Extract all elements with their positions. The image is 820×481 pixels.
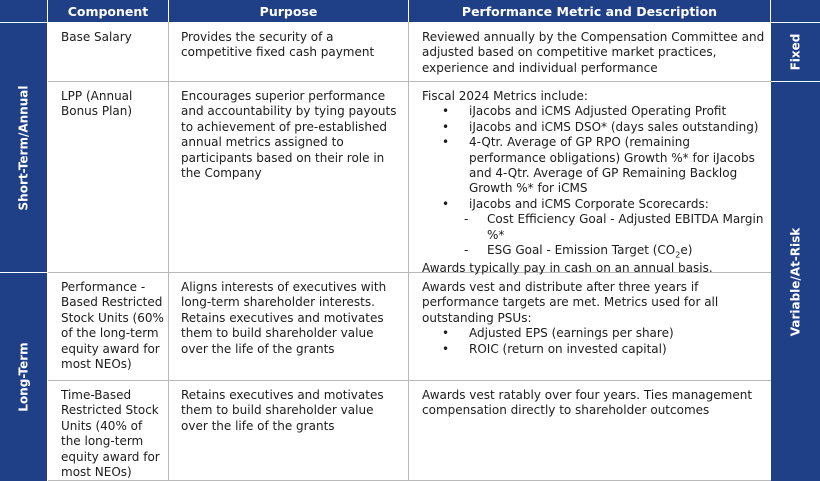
list-item: • iJacobs and iCMS DSO* (days sales outstanding) — [422, 120, 770, 135]
lpp-metric-outro: Awards typically pay in cash on an annual basis. — [422, 261, 713, 276]
base-salary-metric: Reviewed annually by the Compensation Committee and adjusted based on competitive market practices, experience and individual performance — [422, 30, 765, 75]
side-label-fixed — [771, 23, 820, 81]
list-item: • iJacobs and iCMS Corporate Scorecards: — [422, 197, 770, 212]
sub-list-item — [414, 243, 770, 258]
side-label-long-term — [0, 273, 47, 481]
side-label-long-term-text: Long-Term — [16, 342, 31, 412]
list-item: • 4-Qtr. Average of GP RPO (remaining performance obligations) Growth %* for iJacobs and 4-Qtr. Average of GP Remaining Backlog Growth %* for iCMS — [422, 135, 770, 197]
lpp-metric-intro: Fiscal 2024 Metrics include: — [422, 89, 588, 103]
psu-purpose: Aligns interests of executives with long-term shareholder interests. Retains executives and motivates them to build shareholder value over the life of the grants — [181, 280, 387, 356]
side-label-variable — [771, 82, 820, 481]
co2-subscript: 2 — [675, 250, 681, 260]
psu-component: Performance -Based Restricted Stock Units (60% of the long-term equity award for most NEOs) — [61, 280, 164, 372]
emission-target-suffix: e) — [680, 243, 693, 258]
rule — [408, 22, 409, 481]
list-item: • iJacobs and iCMS Adjusted Operating Profit — [422, 104, 770, 119]
lpp-metric — [422, 89, 770, 277]
rsu-purpose: Retains executives and motivates them to build shareholder value over the life of the grants — [181, 388, 384, 433]
psu-metric — [422, 280, 769, 357]
base-salary-purpose: Provides the security of a competitive fixed cash payment — [181, 30, 375, 60]
side-label-fixed-text: Fixed — [788, 33, 803, 71]
rsu-metric: Awards vest ratably over four years. Ties management compensation directly to shareholder outcomes — [422, 388, 753, 418]
side-label-short-term-text: Short-Term/Annual — [16, 85, 31, 210]
base-salary-component: Base Salary — [61, 30, 132, 44]
header-corner — [0, 0, 47, 22]
rule — [168, 22, 169, 481]
emission-target-text: ESG Goal - Emission Target (CO — [487, 243, 676, 258]
rule — [48, 81, 771, 82]
lpp-metric-list — [422, 104, 770, 258]
header-metric: Performance Metric and Description — [409, 0, 770, 22]
header-purpose: Purpose — [169, 0, 408, 22]
side-label-short-term — [0, 23, 47, 272]
header-corner-right — [771, 0, 820, 22]
rsu-component: Time-Based Restricted Stock Units (40% of the long-term equity award for most NEOs) — [61, 388, 160, 480]
rule — [48, 380, 771, 381]
lpp-purpose: Encourages superior performance and accountability by tying payouts to achievement of pre-established annual metrics assigned to participants based on their role in the Company — [181, 89, 397, 181]
psu-metric-intro: Awards vest and distribute after three years if performance targets are met. Metrics used for all outstanding PSUs: — [422, 280, 719, 325]
list-item: • ROIC (return on invested capital) — [422, 342, 769, 357]
psu-metric-list — [422, 326, 769, 357]
header-component: Component — [48, 0, 168, 22]
side-label-variable-text: Variable/At-Risk — [788, 227, 803, 336]
sub-list-item: - Cost Efficiency Goal - Adjusted EBITDA Margin %* — [414, 212, 770, 243]
lpp-component: LPP (Annual Bonus Plan) — [61, 89, 133, 119]
list-item: • Adjusted EPS (earnings per share) — [422, 326, 769, 341]
